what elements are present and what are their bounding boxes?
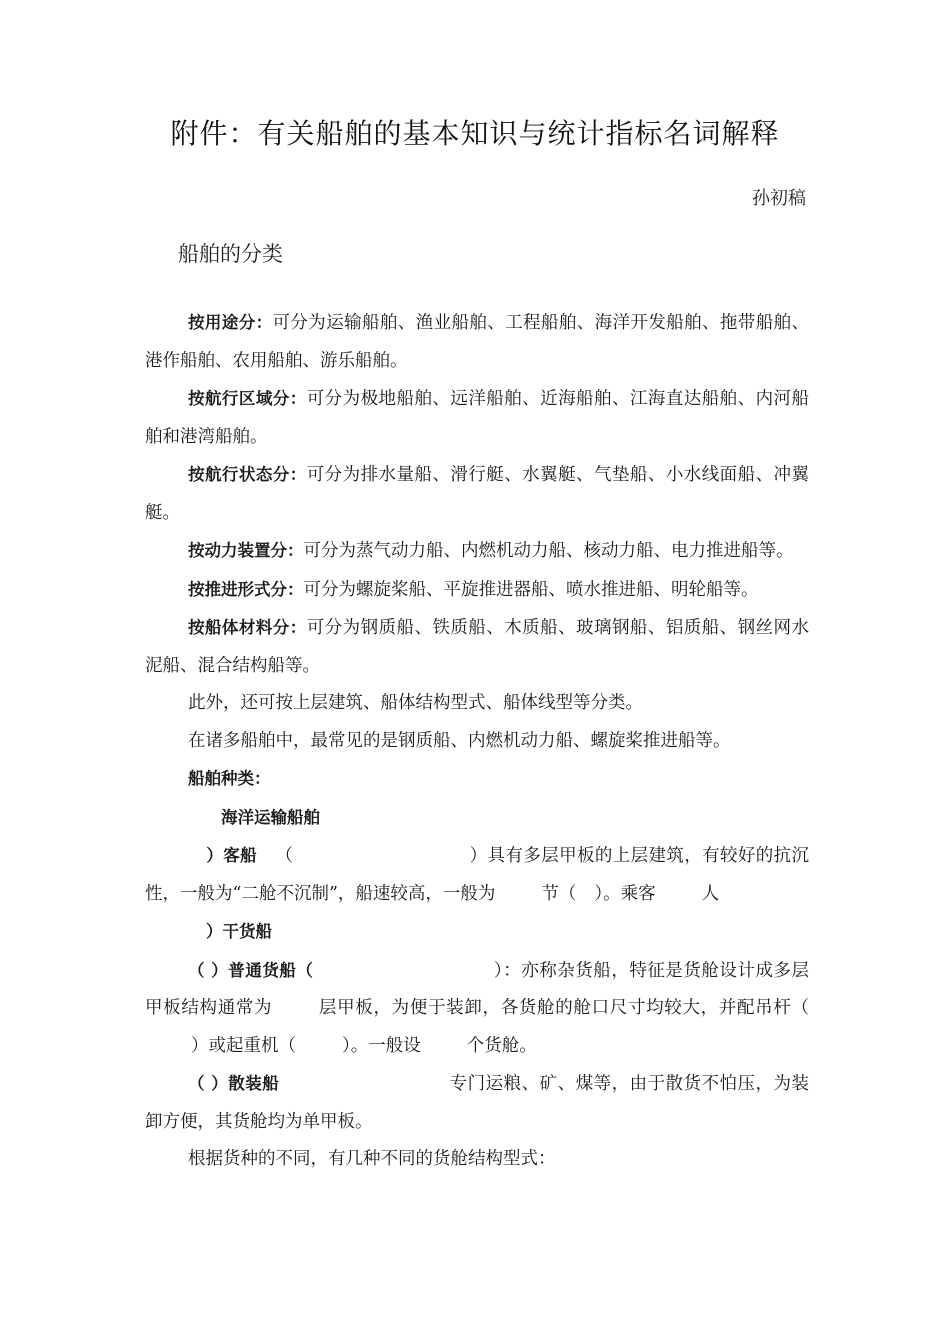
paragraph-by-purpose [145,304,809,380]
paragraph-label: 按用途分： [188,313,273,332]
paragraph-text: 可分为运输船舶、渔业船舶、工程船舶、海洋开发船舶、拖带船舶、港作船舶、农用船舶、游乐船舶。 [145,313,810,371]
paragraph-label: 船舶种类： [188,769,271,788]
paragraph-label: 按动力装置分： [188,541,304,560]
general-cargo-text4: ）。一般设 [342,1035,421,1056]
passenger-ship-text: 具有多层甲板的上层建筑，有较好的抗沉性，一般为“二舱不沉制”，船速较高，一般为 [145,846,810,904]
paragraph-by-propulsion [145,571,809,610]
paragraph-other-classes: 此外，还可按上层建筑、船体结构型式、船体线型等分类。 [188,693,643,713]
general-cargo-text3: ）或起重机（ [191,1035,296,1056]
passenger-knots-close: ）。乘客 [594,883,656,904]
paragraph-ship-types [145,760,809,799]
paragraph-dry-cargo [145,913,809,952]
paragraph-label: 按航行区域分： [188,389,307,408]
section-heading: 船舶的分类 [178,242,283,266]
bulk-carrier-label: （ ）散装船 [188,1074,280,1093]
paragraph-common-ships: 在诸多船舶中，最常见的是钢质船、内燃机动力船、螺旋桨推进船等。 [188,730,731,751]
paren-close: ） [469,846,488,866]
general-cargo-colon: ）： [493,960,522,981]
paragraph-text: 可分为排水量船、滑行艇、水翼艇、气垫船、小水线面船、冲翼艇。 [145,465,810,523]
paren-open: （ [275,846,294,866]
paragraph-by-material [145,609,809,685]
paragraph-by-power [145,532,809,571]
paragraph-label: 按推进形式分： [188,579,304,599]
paragraph-label: 按船体材料分： [188,618,307,637]
ocean-transport-heading [145,799,809,838]
passenger-knots: 节（ [541,883,577,904]
paragraph-by-state [145,456,809,532]
passenger-people: 人 [701,883,720,904]
paragraph-closing: 根据货种的不同，有几种不同的货舱结构型式： [188,1149,556,1169]
paragraph-passenger-ship [145,837,809,913]
general-cargo-label: （ ）普通货船（ [188,960,314,980]
general-cargo-text2: 层甲板，为便于装卸，各货舱的舱口尺寸均较大，并配吊杆（ [318,998,810,1018]
subheading-ocean: 海洋运输船舶 [221,807,320,827]
dry-cargo-label: ）干货船 [206,922,272,941]
paragraph-text: 可分为极地船舶、远洋船舶、近海船舶、江海直达船舶、内河船舶和港湾船舶。 [145,389,810,447]
passenger-ship-label: ）客船 [206,846,258,865]
paragraph-bulk-carrier [145,1065,809,1141]
paragraph-general-cargo [145,952,809,1066]
general-cargo-text5: 个货舱。 [466,1035,537,1056]
general-cargo-text: 亦称杂货船，特征是货舱设计成多层甲板结构通常为 [145,960,810,1018]
bulk-carrier-text: 专门运粮、矿、煤等，由于散货不怕压，为装卸方便，其货舱均为单甲板。 [145,1074,809,1132]
paragraph-text: 可分为钢质船、铁质船、木质船、玻璃钢船、铝质船、钢丝网水泥船、混合结构船等。 [145,618,810,676]
document-title: 附件：有关船舶的基本知识与统计指标名词解释 [170,117,780,150]
paragraph-text: 可分为螺旋桨船、平旋推进器船、喷水推进船、明轮船等。 [303,579,759,600]
paragraph-text: 可分为蒸气动力船、内燃机动力船、核动力船、电力推进船等。 [303,541,794,561]
author-name: 孙初稿 [752,188,806,209]
paragraph-by-region [145,380,809,456]
paragraph-label: 按航行状态分： [188,465,307,484]
document-body [145,304,809,1179]
